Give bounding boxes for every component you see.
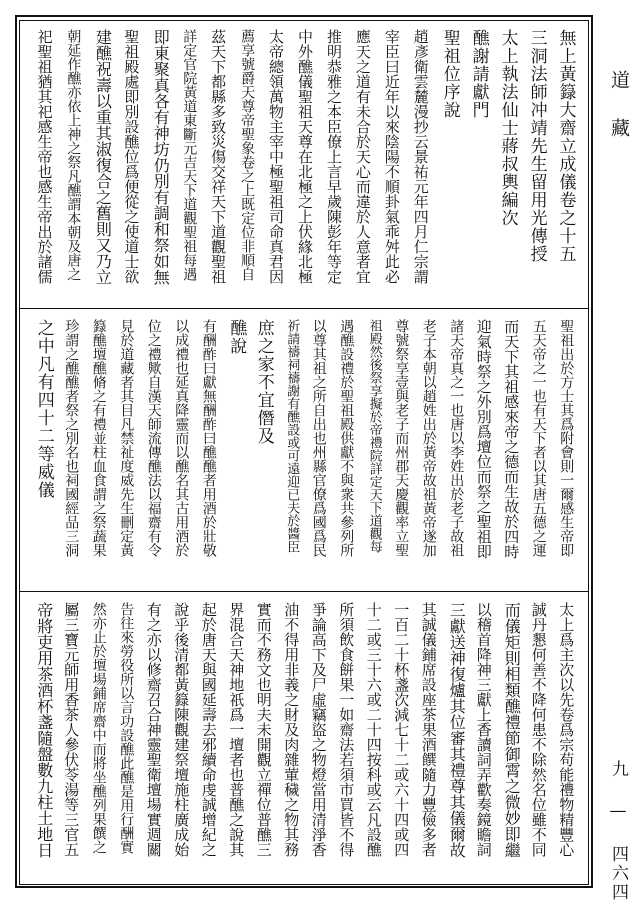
text-column: 三獻送神復爐其位審其禮尊其儀爾故 [447,602,467,858]
text-column: 說乎後清都黃籙陳觀建祭壇施柱廣成始 [172,602,191,857]
text-column: 聖祖殿處即別設醮位爲便從之使道士欲 [122,29,141,284]
text-column: 油不得用非義之財及肉雜葷穢之物其務 [282,602,301,857]
text-column: 遇醮設禮於聖祖殿供獻不與衆共參列所 [338,319,355,557]
canon-name-label: 道 藏 [608,70,630,142]
text-column: 界混合天神地祇爲一壇者也普醮之說其 [227,602,246,857]
text-column: 太上執法仙士蔣叔輿編次 [497,29,518,227]
text-column: 一百二十杯盞次減七十二或六十四或四 [392,602,411,857]
text-column: 爭論高下及尸虛竊盜之物燈當用清淨香 [309,602,328,857]
text-column: 太上爲主次以先卷爲宗苟能禮物精豐心 [557,602,576,857]
section-divider-2 [19,591,589,592]
text-column: 以成禮也延真降靈而以醮名其古用酒於 [173,319,190,557]
text-column: 醮謝請獻門 [468,29,489,119]
middle-section [20,311,590,592]
text-column: 告往來勞役所以言功設醮此醮是用行酬實 [118,602,135,854]
text-column: 帝將吏用茶酒杯盞隨盤數九柱土地日 [34,602,54,858]
text-column: 中外醮儀聖祖天尊在北極之上伏緣北極 [296,29,314,284]
text-column: 尊號祭享壹與老子而州郡天慶觀率立聖 [393,319,410,557]
text-column: 屬三寶元師用香茶人參伏苓湯等三官五 [62,602,81,857]
text-column: 起於唐天與國延壽去邪續命虔誠增紀之 [199,602,218,857]
text-column: 籙醮壇醮脩之有禮並柱血食謂之祭蔬果 [90,319,107,557]
text-column: 而天下其祖感來帝之德而生故於四時 [502,319,521,559]
text-column: 其誠儀鋪席設座茶果酒饌隨力豐儉多者 [419,602,438,857]
text-column: 趙彥衛雲麓漫抄云景祐元年四月仁宗謂 [411,29,430,284]
text-column: 薦享號爵天尊帝聖象卷之上既定位非順自 [239,29,256,281]
text-column: 聖祖出於方士其爲附會則一爾感生帝即 [558,319,575,557]
text-column: 有酬酢曰獻無酬酢曰醮醮者用酒於壯敬 [200,319,217,557]
text-column: 祈請禱祠禱謝有醮設或可遠迎已夫於醬臣 [284,319,300,553]
text-block-border [19,20,589,885]
text-column: 三洞法師冲靖先生留用光傳授 [526,29,547,263]
text-column: 建醮祝壽以重其淑復合之舊則又乃立 [93,29,113,285]
text-column: 珍謂之醮醮者祭之別名也祠國經品三洞 [63,319,80,557]
lower-section [20,594,590,884]
text-column: 茲天下都縣多致災傷交祥天下道觀聖祖 [209,29,228,284]
text-column: 祀聖祖猶其祀感生帝也感生帝出於諸儒 [35,29,54,284]
text-column: 位之禮歟自漢天師流傳醮法以福齋有令 [145,319,162,557]
text-column: 即東聚真各有神坊仍別有調和祭如無 [151,29,171,285]
text-column: 聖祖位序說 [439,29,460,119]
text-column: 推明恭雅之本臣僚上言早歲陳彭年等定 [324,29,343,284]
page-number-label: 九 — 四六四 [608,760,628,902]
text-column: 以稽首降神三獻上香讀詞弄歡奏鏡瞻詞 [474,602,493,857]
text-column: 老子本朝以趙姓出於黃帝故祖黃帝遂加 [420,319,437,557]
text-column: 所須飲食餅果一如齋法若須市買皆不得 [337,602,356,857]
text-column: 諸天帝真之一也唐以李姓出於老子故祖 [448,319,465,557]
text-column: 詳定官院黃道東斷元吉天下道觀聖祖每遇 [181,29,198,281]
text-column: 祖殿然後祭享擬於帝禮院詳定天下道觀每 [366,319,382,553]
text-column: 迎氣時祭之外別爲壇位而祭之聖祖即 [474,319,493,559]
text-column: 見於道藏者其目凡禁祉度威先生刪定黃 [118,319,135,557]
text-column: 五天帝之一也有天下者以其唐五德之運 [530,319,547,557]
text-column: 宰臣曰近年以來陰陽不順卦氣乖舛此必 [382,29,401,284]
text-column: 十二或三十六或二十四按科或云凡設醮 [364,602,383,857]
text-column: 醮說 [226,319,247,355]
text-column: 以尊其祖之所自出也州縣官僚爲國爲民 [310,319,327,557]
text-column: 太帝總領萬物主宰中極聖祖司命真君因 [267,29,286,284]
text-column: 誠丹懇何善不降何患不除然名位雖不同 [529,602,548,857]
text-column: 朝延作醮亦依上神之祭凡醮謂本朝及唐之 [65,29,82,281]
text-column: 無上黃籙大齋立成儀卷之十五 [555,29,576,263]
text-column: 之中凡有四十二等威儀 [33,319,54,499]
text-column: 實而不務文也明夫未開觀立禪位普醮三 [254,602,273,857]
text-column: 有之亦以修齋召合神靈聖衛壇場實週關 [144,602,163,857]
text-column: 而儀矩則相類醮禮節御霄之微妙即繼 [502,602,522,858]
section-divider-1 [19,308,589,309]
text-column: 應天之道有未合於天心而違於人意者宜 [353,29,372,284]
text-column: 庶之家不宜僭及 [253,319,274,445]
text-column: 然亦止於壇場鋪席齋中而將坐醮列果饌之 [90,602,107,854]
upper-section [20,21,590,309]
